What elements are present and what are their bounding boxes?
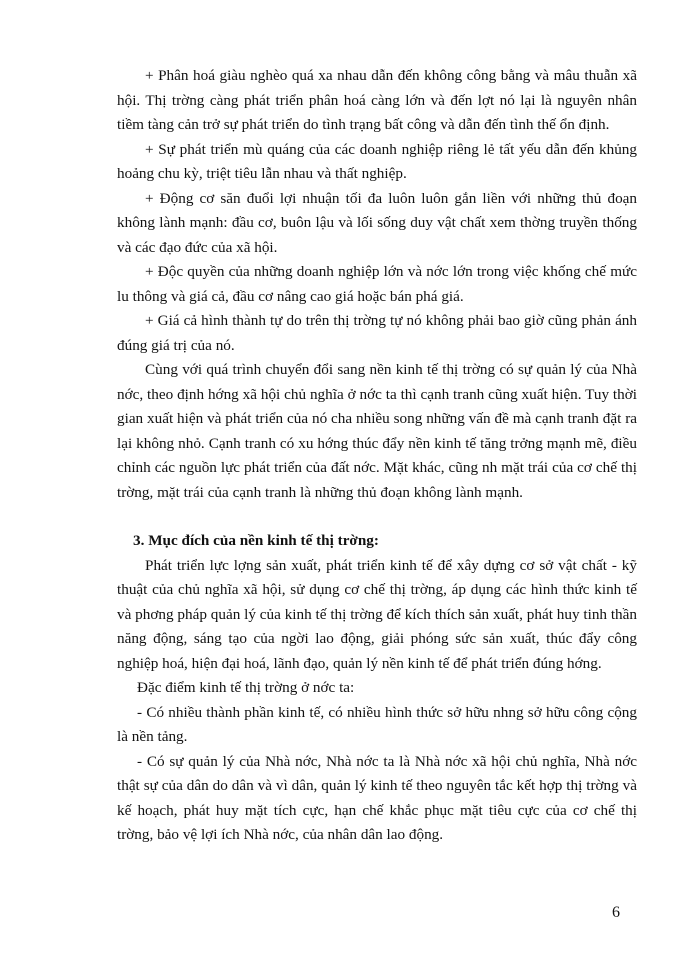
paragraph-free-pricing: + Giá cả hình thành tự do trên thị trờng tự nó không phải bao giờ cũng phản ánh đúng giá trị của nó. [117, 312, 637, 354]
page-number: 6 [612, 904, 620, 921]
paragraph-purpose: Phát triển lực lợng sản xuất, phát triển kinh tế để xây dựng cơ sở vật chất - kỹ thuật của chủ nghĩa xã hội, sử dụng cơ chế thị trờng, áp dụng các hình thức kinh tế và phơng pháp quản lý của kinh tế thị trờng để kích thích sản xuất, phát huy tinh thần năng động, sáng tạo của ngời lao động, giải phóng sức sản xuất, thúc đẩy công nghiệp hoá, hiện đại hoá, lãnh đạo, quản lý nền kinh tế để phát triển đúng hớng. [117, 556, 637, 672]
paragraph-state-management: - Có sự quản lý của Nhà nớc, Nhà nớc ta là Nhà nớc xã hội chủ nghĩa, Nhà nớc thật sự của dân do dân và vì dân, quản lý kinh tế theo nguyên tắc kết hợp thị trờng và kế hoạch, phát huy mặt tích cực, hạn chế khắc phục mặt tiêu cực của cơ chế thị trờng, bảo vệ lợi ích Nhà nớc, của nhân dân lao động. [117, 752, 637, 843]
paragraph-monopoly: + Độc quyền của những doanh nghiệp lớn và nớc lớn trong việc khống chế mức lu thông và giá cả, đầu cơ nâng cao giá hoặc bán phá giá. [117, 263, 637, 305]
section-heading: 3. Mục đích của nền kinh tế thị trờng: [133, 532, 379, 549]
document-body [117, 64, 637, 848]
paragraph-ownership: - Có nhiều thành phần kinh tế, có nhiều hình thức sở hữu nhng sở hữu công cộng là nền tảng. [117, 703, 637, 745]
paragraph-poverty-gap: + Phân hoá giàu nghèo quá xa nhau dẫn đến không công bằng và mâu thuẫn xã hội. Thị trờng càng phát triển phân hoá càng lớn và đến lợt nó lại là nguyên nhân tiềm tàng cản trở sự phát triển do tình trạng bất công và dẫn đến tình thế ổn định. [117, 67, 637, 133]
paragraph-blind-development: + Sự phát triển mù quáng của các doanh nghiệp riêng lẻ tất yếu dẫn đến khủng hoảng chu kỳ, triệt tiêu lẫn nhau và thất nghiệp. [117, 140, 637, 182]
paragraph-competition: Cùng với quá trình chuyển đổi sang nền kinh tế thị trờng có sự quản lý của Nhà nớc, theo định hớng xã hội chủ nghĩa ở nớc ta thì cạnh tranh cũng xuất hiện. Tuy thời gian xuất hiện và phát triển của nó cha nhiều song những vấn đề mà cạnh tranh đặt ra lại không nhỏ. Cạnh tranh có xu hớng thúc đẩy nền kinh tế tăng trởng mạnh mẽ, điều chỉnh các nguồn lực phát triển của đất nớc. Mặt khác, cũng nh mặt trái của cơ chế thị trờng, mặt trái của cạnh tranh là những thủ đoạn không lành mạnh. [117, 361, 637, 501]
paragraph-profit-motive: + Động cơ săn đuổi lợi nhuận tối đa luôn luôn gắn liền với những thủ đoạn không lành mạnh: đầu cơ, buôn lậu và lối sống duy vật chất xem thờng truyền thống và các đạo đức của xã hội. [117, 189, 637, 256]
paragraph-characteristics-title: Đặc điểm kinh tế thị trờng ở nớc ta: [137, 679, 355, 696]
